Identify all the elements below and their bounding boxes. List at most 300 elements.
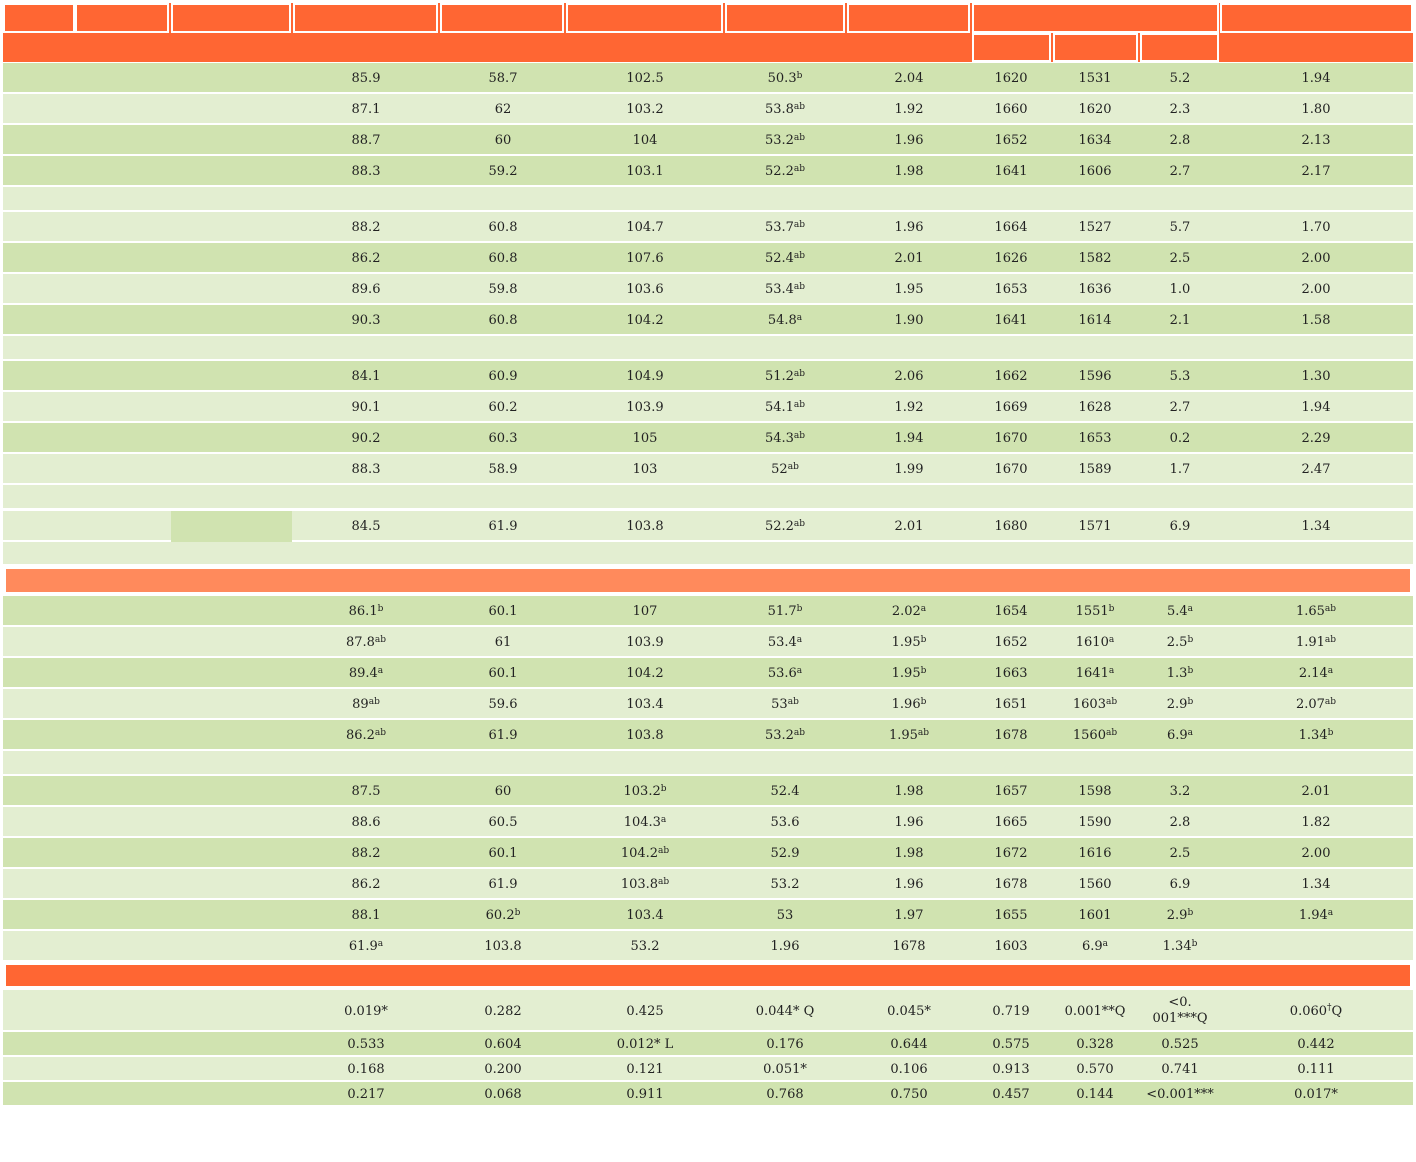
table-cell: 0.913	[992, 1062, 1030, 1077]
header-egg-mass	[725, 3, 845, 33]
lysine-control-label	[42, 869, 132, 900]
pvalue-factor	[60, 990, 235, 1032]
table-cell: 104.2 $^{ab}$	[620, 845, 670, 861]
table-cell: 1616	[1078, 846, 1112, 861]
table-cell: 90.1	[351, 400, 381, 415]
table-cell: 1.30	[1301, 369, 1331, 384]
table-cell: 61.9	[488, 877, 518, 892]
significance-superscript: b	[660, 783, 667, 794]
table-cell: 1.34 $^b$	[1162, 938, 1198, 954]
table-cell: 103.9	[626, 400, 664, 415]
table-cell: 103.8	[626, 519, 664, 534]
table-cell: 86.2 $^{ab}$	[345, 727, 387, 743]
table-cell: 0.111	[1297, 1062, 1335, 1077]
phytase-cell	[77, 94, 167, 125]
table-cell: 84.1	[351, 369, 381, 384]
phytase-cell	[77, 305, 167, 336]
table-cell: 1601	[1078, 908, 1112, 923]
table-cell: <0.001***	[1146, 1087, 1214, 1102]
phytase-cell	[77, 720, 167, 751]
table-cell: 0.604	[484, 1037, 522, 1052]
table-row	[3, 751, 1413, 776]
table-cell: 1.96	[894, 133, 924, 148]
table-cell: 2.1	[1169, 313, 1191, 328]
table-cell: 53.2	[630, 939, 660, 954]
table-cell: 0.525	[1161, 1037, 1199, 1052]
significance-superscript: ab	[793, 250, 806, 261]
significance-superscript: b	[920, 696, 927, 707]
table-cell: 2.8	[1169, 133, 1191, 148]
main-effect-title	[4, 567, 1412, 594]
table-cell: 1598	[1078, 784, 1112, 799]
table-cell: 1.96	[894, 877, 924, 892]
significance-superscript: ab	[793, 132, 806, 143]
table-cell: 1.94 $^a$	[1298, 907, 1334, 923]
lysine-cell	[186, 838, 276, 869]
table-cell: 103.2	[626, 102, 664, 117]
significance-superscript: a	[796, 665, 803, 676]
table-cell: 52.4	[770, 784, 800, 799]
table-cell: 53.6	[770, 815, 800, 830]
significance-superscript: ab	[1105, 727, 1118, 738]
table-cell: <0. 001***Q	[1152, 995, 1208, 1026]
table-cell: 88.7	[351, 133, 381, 148]
table-cell: 1.92	[894, 400, 924, 415]
significance-superscript: ab	[793, 101, 806, 112]
table-cell: 60.1	[488, 604, 518, 619]
sem-cell	[1246, 542, 1386, 566]
table-cell: 0.001**Q	[1064, 1003, 1126, 1019]
table-cell: 103.6	[626, 282, 664, 297]
significance-superscript: ab	[374, 727, 387, 738]
table-row	[3, 187, 1413, 212]
table-cell: 60.3	[488, 431, 518, 446]
significance-superscript: b	[1187, 634, 1194, 645]
table-cell: 2.00	[1301, 846, 1331, 861]
header-phytase	[75, 3, 169, 33]
table-cell: 54.8 $^a$	[767, 312, 803, 328]
table-cell: 53.4 $^{ab}$	[764, 281, 806, 297]
table-cell: 0.012* L	[616, 1037, 674, 1052]
sem-cell	[715, 542, 855, 566]
table-cell: 88.1	[351, 908, 381, 923]
table-cell: 0.144	[1076, 1087, 1114, 1102]
significance-superscript: b	[1108, 603, 1115, 614]
table-cell: 53.4 $^a$	[767, 634, 803, 650]
table-cell: 1670	[994, 462, 1028, 477]
table-cell: 1.7	[1169, 462, 1191, 477]
significance-superscript: †	[1327, 1003, 1332, 1013]
table-cell: 52.9	[770, 846, 800, 861]
table-cell: 2.00	[1301, 282, 1331, 297]
phytase-cell	[77, 423, 167, 454]
lysine-cell	[186, 807, 276, 838]
table-cell: 1551 $^b$	[1075, 603, 1115, 619]
table-cell: 1665	[994, 815, 1028, 830]
sem-cell	[296, 542, 436, 566]
table-cell: 1.34 $^b$	[1298, 727, 1334, 743]
table-cell: 1.34	[1301, 877, 1331, 892]
phytase-cell	[77, 212, 167, 243]
avp-cell	[4, 900, 74, 931]
table-cell: 1.96	[894, 815, 924, 830]
table-cell: 51.2 $^{ab}$	[764, 368, 806, 384]
table-cell: 2.9 $^b$	[1166, 907, 1194, 923]
table-cell: 1652	[994, 133, 1028, 148]
table-cell: 53.8 $^{ab}$	[764, 101, 806, 117]
table-row	[3, 485, 1413, 510]
table-cell: 2.7	[1169, 400, 1191, 415]
header-egg-weight	[440, 3, 564, 33]
significance-superscript: b	[1187, 696, 1194, 707]
table-cell: 2.00	[1301, 251, 1331, 266]
table-cell: 60.9	[488, 369, 518, 384]
sem-cell	[1110, 542, 1250, 566]
header-body-weight	[972, 3, 1219, 33]
table-cell: 59.6	[488, 697, 518, 712]
table-cell: 1.82	[1301, 815, 1331, 830]
table-cell: 0.719	[992, 1003, 1030, 1019]
significance-superscript: a	[660, 814, 667, 825]
table-cell: 1641	[994, 313, 1028, 328]
significance-superscript: a	[1187, 727, 1194, 738]
table-cell: 2.07 $^{ab}$	[1295, 696, 1337, 712]
table-cell: 2.5 $^b$	[1166, 634, 1194, 650]
table-cell: 1.98	[894, 846, 924, 861]
significance-superscript: b	[796, 70, 803, 81]
table-cell: 0.328	[1076, 1037, 1114, 1052]
table-cell: 54.3 $^{ab}$	[764, 430, 806, 446]
significance-superscript: a	[1102, 938, 1109, 949]
header-fcr	[847, 3, 970, 33]
significance-superscript: b	[920, 665, 927, 676]
phytase-cell	[77, 63, 167, 94]
significance-superscript: b	[377, 603, 384, 614]
header-initial	[972, 33, 1051, 62]
significance-superscript: ab	[368, 696, 380, 707]
table-cell: 58.7	[488, 71, 518, 86]
table-cell: 1653	[994, 282, 1028, 297]
pvalue-factor	[60, 1082, 235, 1107]
table-cell: 1.99	[894, 462, 924, 477]
table-cell: 88.3	[351, 164, 381, 179]
table-cell: 1636	[1078, 282, 1112, 297]
table-cell: 103.8	[484, 939, 522, 954]
table-cell: 103.4	[626, 697, 664, 712]
significance-superscript: b	[1187, 665, 1194, 676]
table-cell: 104.9	[626, 369, 664, 384]
table-cell: 0.217	[347, 1087, 385, 1102]
table-cell: 0.121	[626, 1062, 664, 1077]
table-cell: 1660	[994, 102, 1028, 117]
table-cell: 1590	[1078, 815, 1112, 830]
table-cell: 0.768	[766, 1087, 804, 1102]
table-cell: 88.3	[351, 462, 381, 477]
table-cell: 0.051*	[763, 1062, 807, 1077]
table-cell: 0.019*	[344, 1003, 388, 1019]
table-cell: 1664	[994, 220, 1028, 235]
phytase-cell	[77, 274, 167, 305]
table-cell: 1606	[1078, 164, 1112, 179]
table-cell: 2.01	[894, 519, 924, 534]
header-avp	[3, 3, 75, 33]
table-cell: 1596	[1078, 369, 1112, 384]
table-cell: 104.2	[626, 313, 664, 328]
table-cell: 0.176	[766, 1037, 804, 1052]
table-cell: 0.741	[1161, 1062, 1199, 1077]
lysine-group-label	[181, 267, 281, 275]
table-cell: 60.2 $^b$	[485, 907, 521, 923]
significance-superscript: ab	[374, 634, 387, 645]
table-cell: 1.70	[1301, 220, 1331, 235]
table-cell: 103	[632, 462, 658, 477]
significance-superscript: ab	[1105, 696, 1118, 707]
table-cell: 52 $^{ab}$	[771, 461, 799, 477]
table-cell: 1.98	[894, 784, 924, 799]
table-cell: 2.06	[894, 369, 924, 384]
phytase-cell	[77, 392, 167, 423]
significance-superscript: b	[514, 907, 521, 918]
table-cell: 60	[494, 784, 512, 799]
table-cell: 59.2	[488, 164, 518, 179]
significance-superscript: a	[377, 938, 384, 949]
table-cell: 0.457	[992, 1087, 1030, 1102]
table-cell: 103.8	[626, 728, 664, 743]
significance-superscript: ab	[793, 430, 806, 441]
table-cell: 6.9 $^a$	[1081, 938, 1109, 954]
table-cell: 104.7	[626, 220, 664, 235]
table-cell: 2.47	[1301, 462, 1331, 477]
significance-superscript: ab	[793, 163, 806, 174]
table-cell: 1527	[1078, 220, 1112, 235]
phytase-cell	[77, 156, 167, 187]
table-cell: 90.2	[351, 431, 381, 446]
avp-extra-cell	[140, 897, 230, 928]
table-cell: 1.92	[894, 102, 924, 117]
significance-superscript: b	[1191, 938, 1198, 949]
lysine-group-label	[181, 416, 281, 424]
significance-superscript: ab	[793, 368, 806, 379]
table-cell: 1.90	[894, 313, 924, 328]
table-cell: 0.200	[484, 1062, 522, 1077]
table-cell: 60.2	[488, 400, 518, 415]
header-feed-consumption	[566, 3, 723, 33]
table-cell: 0.168	[347, 1062, 385, 1077]
phytase-cell	[77, 361, 167, 392]
table-cell: 104	[632, 133, 658, 148]
significance-superscript: b	[1327, 727, 1334, 738]
table-cell: 1603 $^{ab}$	[1072, 696, 1118, 712]
table-cell: 60.8	[488, 313, 518, 328]
table-cell: 1.96	[770, 939, 800, 954]
table-cell: 0.2	[1169, 431, 1191, 446]
table-cell: 1.0	[1169, 282, 1191, 297]
table-cell: 1620	[1078, 102, 1112, 117]
table-cell: 1.96	[894, 220, 924, 235]
table-cell: 1653	[1078, 431, 1112, 446]
table-cell: 1.80	[1301, 102, 1331, 117]
table-cell: 61.9	[488, 519, 518, 534]
table-cell: 86.1 $^b$	[348, 603, 384, 619]
lysine-group-label	[181, 118, 281, 126]
phytase-cell	[77, 658, 167, 689]
table-cell: 1651	[994, 697, 1028, 712]
header-lysine	[171, 3, 291, 33]
table-cell: 54.1 $^{ab}$	[764, 399, 806, 415]
table-cell: 53.2	[770, 877, 800, 892]
table-cell: 60.8	[488, 220, 518, 235]
phytase-cell	[42, 454, 132, 485]
table-cell: 1.3 $^b$	[1166, 665, 1194, 681]
table-cell: 0.045*	[887, 1003, 931, 1019]
table-cell: 89.6	[351, 282, 381, 297]
table-cell: 1.94	[1301, 71, 1331, 86]
table-cell: 2.5	[1169, 846, 1191, 861]
table-cell: 61	[494, 635, 512, 650]
table-cell: 2.5	[1169, 251, 1191, 266]
phytase-cell	[77, 243, 167, 274]
table-cell: 1678	[892, 939, 926, 954]
table-cell: 1663	[994, 666, 1028, 681]
table-cell: 6.9	[1169, 519, 1191, 534]
table-cell: 1.91 $^{ab}$	[1295, 634, 1337, 650]
table-cell: 103.8 $^{ab}$	[620, 876, 670, 892]
table-cell: 1.65 $^{ab}$	[1295, 603, 1337, 619]
table-cell: 0.570	[1076, 1062, 1114, 1077]
table-cell: 1620	[994, 71, 1028, 86]
table-cell: 87.5	[351, 784, 381, 799]
header-egg-production	[293, 3, 438, 33]
phytase-cell	[77, 596, 167, 627]
table-cell: 52.4 $^{ab}$	[764, 250, 806, 266]
table-cell: 0.533	[347, 1037, 385, 1052]
table-cell: 0.060 † Q	[1289, 1003, 1343, 1019]
significance-superscript: ab	[787, 696, 799, 707]
significance-superscript: a	[1327, 907, 1334, 918]
significance-superscript: a	[920, 603, 927, 614]
table-cell: 6.9 $^a$	[1166, 727, 1194, 743]
table-cell: 53.2 $^{ab}$	[764, 132, 806, 148]
table-cell: 1.94	[894, 431, 924, 446]
table-cell: 5.3	[1169, 369, 1191, 384]
table-cell: 0.425	[626, 1003, 664, 1019]
table-cell: 0.106	[890, 1062, 928, 1077]
table-cell: 0.644	[890, 1037, 928, 1052]
table-cell: 0.750	[890, 1087, 928, 1102]
table-cell: 2.02 $^a$	[891, 603, 927, 619]
table-cell: 1.97	[894, 908, 924, 923]
significance-superscript: ab	[793, 727, 806, 738]
significance-superscript: ab	[793, 399, 806, 410]
table-cell: 60.5	[488, 815, 518, 830]
sem-cell	[433, 542, 573, 566]
table-cell: 52.2 $^{ab}$	[764, 163, 806, 179]
table-cell: 88.6	[351, 815, 381, 830]
table-cell: 2.01	[1301, 784, 1331, 799]
table-cell: 84.5	[351, 519, 381, 534]
table-cell: 88.2	[351, 220, 381, 235]
table-cell: 53	[776, 908, 794, 923]
table-cell: 1655	[994, 908, 1028, 923]
pvalues-title	[4, 963, 1412, 988]
table-cell: 53 $^{ab}$	[771, 696, 799, 712]
table-cell: 86.2	[351, 877, 381, 892]
table-cell: 1670	[994, 431, 1028, 446]
table-cell: 59.8	[488, 282, 518, 297]
table-cell: 1610 $^a$	[1075, 634, 1115, 650]
pvalue-factor	[60, 1057, 235, 1082]
table-cell: 2.14 $^a$	[1298, 665, 1334, 681]
table-cell: 0.442	[1297, 1037, 1335, 1052]
table-cell: 85.9	[351, 71, 381, 86]
table-cell: 50.3 $^b$	[767, 70, 803, 86]
table-cell: 90.3	[351, 313, 381, 328]
significance-superscript: a	[1108, 665, 1115, 676]
significance-superscript: a	[796, 312, 803, 323]
table-cell: 1582	[1078, 251, 1112, 266]
table-cell: 5.4 $^a$	[1166, 603, 1194, 619]
significance-superscript: ab	[793, 518, 806, 529]
table-cell: 1.34	[1301, 519, 1331, 534]
table-cell: 58.9	[488, 462, 518, 477]
table-cell: 103.1	[626, 164, 664, 179]
table-cell: 2.3	[1169, 102, 1191, 117]
table-cell: 1.94	[1301, 400, 1331, 415]
significance-superscript: a	[1187, 603, 1194, 614]
table-row	[3, 336, 1413, 361]
table-cell: 104.2	[626, 666, 664, 681]
table-cell: 1634	[1078, 133, 1112, 148]
table-cell: 0.911	[626, 1087, 664, 1102]
phytase-cell	[77, 511, 167, 542]
significance-superscript: ab	[1324, 603, 1337, 614]
significance-superscript: a	[796, 634, 803, 645]
table-patch	[171, 511, 292, 542]
table-cell: 1678	[994, 877, 1028, 892]
avp-cell	[4, 511, 74, 542]
table-cell: 107.6	[626, 251, 664, 266]
table-cell: 1662	[994, 369, 1028, 384]
table-cell: 2.29	[1301, 431, 1331, 446]
table-cell: 5.7	[1169, 220, 1191, 235]
table-cell: 53.2 $^{ab}$	[764, 727, 806, 743]
phytase-cell	[77, 125, 167, 156]
table-cell: 2.13	[1301, 133, 1331, 148]
table-cell: 0.282	[484, 1003, 522, 1019]
significance-superscript: a	[1108, 634, 1115, 645]
table-cell: 62	[494, 102, 512, 117]
table-cell: 1531	[1078, 71, 1112, 86]
table-cell: 3.2	[1169, 784, 1191, 799]
table-cell: 86.2	[351, 251, 381, 266]
table-cell: 0.575	[992, 1037, 1030, 1052]
table-cell: 1626	[994, 251, 1028, 266]
table-cell: 1657	[994, 784, 1028, 799]
table-cell: 1.58	[1301, 313, 1331, 328]
table-cell: 60.8	[488, 251, 518, 266]
table-cell: 107	[632, 604, 658, 619]
table-cell: 1672	[994, 846, 1028, 861]
table-cell: 1.95 $^{ab}$	[888, 727, 930, 743]
significance-superscript: b	[796, 603, 803, 614]
pvalue-factor	[60, 1032, 235, 1057]
table-cell: 2.7	[1169, 164, 1191, 179]
significance-superscript: ab	[658, 845, 670, 856]
table-cell: 103.2 $^b$	[623, 783, 667, 799]
table-cell: 104.3 $^a$	[623, 814, 667, 830]
table-cell: 1571	[1078, 519, 1112, 534]
table-cell: 2.9 $^b$	[1166, 696, 1194, 712]
